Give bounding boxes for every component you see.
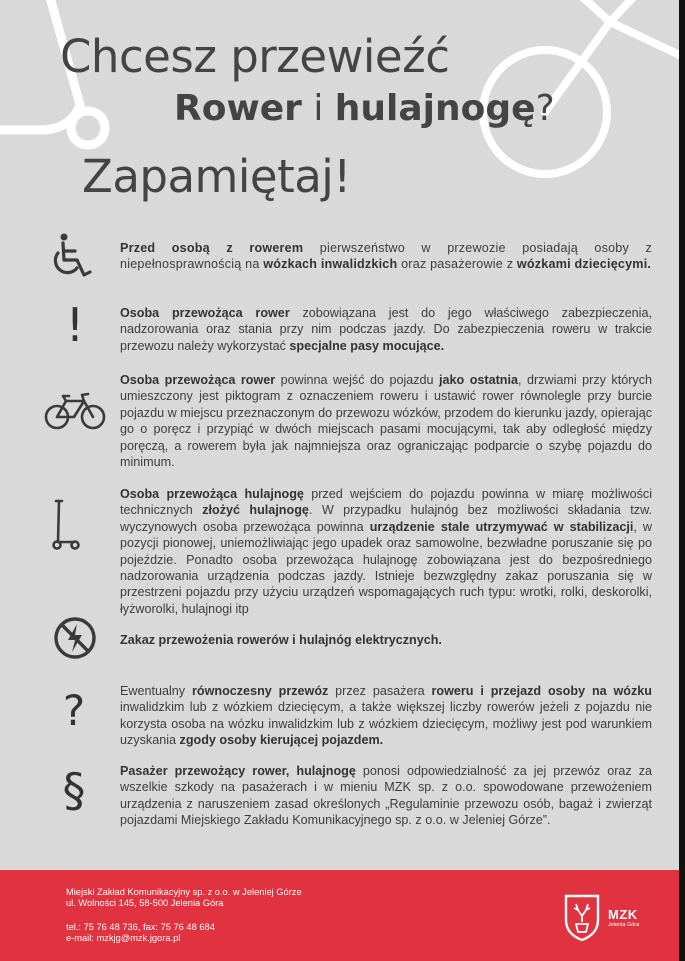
exclamation-icon: ! (65, 298, 85, 352)
logo-name: MZK (608, 907, 638, 922)
paragraph-icon: § (62, 763, 86, 817)
title-hulajnoge: hulajnogę (334, 88, 536, 129)
rule-text: przez pasażera (328, 684, 432, 698)
scooter-icon (50, 498, 80, 552)
rule-emphasis: wózkami dziecięcymi. (516, 257, 652, 272)
bicycle-icon (44, 391, 106, 431)
rule-text: , w pozycji pionowej, uniemożliwiając jego upadek oraz samowolne, bezwładne poruszanie się po pojeździe. Ponadto osoba przewożąca hulajnogę zobowiązana jest do bezpośredniego nadzorowania urządzenia podczas jazdy. Istnieje bezwzględny zakaz poruszania się w przestrzeni pojazdu przy użyciu urządzeń wspomagających ruch typu: wrotki, rolki, deskorolki, łyżworolki, hulajnogi itp (120, 519, 653, 616)
rule-electric-ban (120, 632, 652, 648)
rule-emphasis: równoczesny przewóz (191, 684, 329, 698)
rule-text: przed wejściem do pojazdu powinna w miarę możliwości technicznych (120, 487, 652, 518)
rule-emphasis: Przed osobą z rowerem (120, 241, 304, 255)
rule-bike-securing (120, 305, 652, 354)
question-icon: ? (62, 686, 86, 735)
rule-emphasis: wózkach inwalidzkich (263, 257, 398, 272)
rule-bike-boarding (120, 372, 652, 470)
rule-text: Ewentualny (120, 684, 192, 698)
no-electric-icon (53, 616, 97, 660)
title-line-1: Chcesz przewieźć (60, 30, 450, 83)
rule-text: , drzwiami przy których umieszczony jest piktogram z oznaczeniem roweru i ustawić rower równolegle przy burcie pojazdu w miejscu przeznaczonym do przewozu wózków, przodem do kierunku jazdy, opierając go o poręcz i przypiąć w dwóch miejscach pasami mocującymi, tak aby odległość między poręczą, a rowerem była jak najmniejsza oraz ograniczając podparcie o szybę pojazdu do minimum. (120, 373, 653, 470)
rule-liability (120, 763, 652, 829)
rule-text: zobowiązana jest do jego właściwego zabezpieczenia, nadzorowania oraz stania przy nim podczas jazdy. Do zabezpieczenia roweru w trakcie przewozu należy wykorzystać (120, 306, 652, 353)
rule-text: ponosi odpowiedzialność za jej przewóz oraz za wszelkie szkody na pasażerach i w mieniu MZK sp. z o.o. spowodowane przewożeniem urządzenia z naruszeniem zasad określonych „Regulaminie przewozu osób, bagaż i zwierząt pojazdami Miejskiego Zakładu Komunikacyjnego sp. z o.o. w Jeleniej Górze”. (120, 764, 652, 828)
title-question-mark: ? (535, 88, 555, 129)
rule-text: pierwszeństwo w przewozie posiadają osoby z niepełnosprawnością na (120, 241, 652, 272)
rule-emphasis: Pasażer przewożący rower, hulajnogę (120, 764, 356, 778)
rule-wheelchair-priority (120, 240, 652, 273)
footer-email[interactable]: e-mail: mzkjg@mzk.jgora.pl (66, 933, 181, 943)
rule-emphasis: urządzenie stale utrzymywać w stabilizacji (369, 519, 634, 534)
rule-emphasis: Osoba przewożąca hulajnogę (120, 487, 304, 501)
rule-emphasis: roweru i przejazd osoby na wózku (431, 684, 652, 698)
rule-emphasis: złożyć hulajnogę (202, 503, 309, 518)
footer-phone: tel.: 75 76 48 736, fax: 75 76 48 684 (66, 922, 215, 932)
rule-emphasis: zgody osoby kierującej pojazdem. (179, 733, 384, 748)
footer-address: ul. Wolności 145, 58-500 Jelenia Góra (66, 898, 224, 908)
rule-emphasis: specjalne pasy mocujące. (289, 338, 445, 353)
rule-emphasis: Osoba przewożąca rower (120, 373, 276, 387)
title-line-2 (174, 88, 555, 129)
mzk-logo-icon (562, 892, 602, 942)
rule-emphasis: Zakaz przewożenia rowerów i hulajnóg elektrycznych. (120, 633, 442, 647)
rule-text: inwalidzkim lub z wózkiem dziecięcym, a także większej liczby rowerów jeżeli z pojazdu nie korzysta osoba na wózku inwalidzkim lub z wózkiem dziecięcym, możliwy jest pod warunkiem uzyskania (120, 700, 652, 748)
rule-emphasis: jako ostatnia (439, 373, 519, 387)
wheelchair-icon (46, 232, 98, 280)
title-rower: Rower (174, 88, 302, 129)
rule-emphasis: Osoba przewożąca rower (120, 306, 290, 320)
footer-company: Miejski Zakład Komunikacyjny sp. z o.o. w Jeleniej Górze (66, 887, 302, 897)
title-conjunction: i (301, 88, 335, 129)
rule-scooter (120, 486, 652, 617)
rule-text: powinna wejść do pojazdu (275, 373, 440, 387)
title-line-3: Zapamiętaj! (82, 150, 351, 203)
rule-text: oraz pasażerowie z (397, 257, 517, 272)
logo-subtitle: Jelenia Góra (608, 922, 640, 928)
right-edge (679, 0, 685, 961)
rule-text: . W przypadku hulajnóg bez możliwości składania tzw. wyczynowych osoba przewożąca powinna (120, 503, 652, 534)
rule-simultaneous-transport (120, 683, 652, 749)
